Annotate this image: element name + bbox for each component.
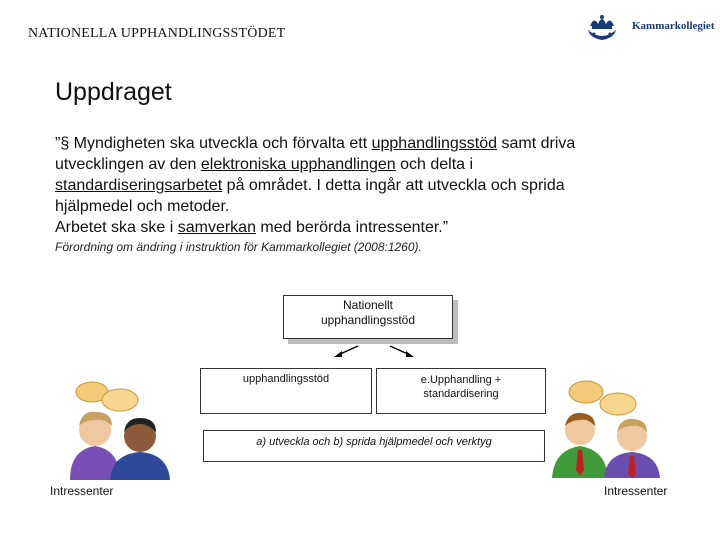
main-box-line1: Nationellt xyxy=(342,298,394,312)
quote-text: samt driva utvecklingen av den xyxy=(55,135,576,173)
quote-text: Arbetet ska ske i xyxy=(55,219,178,236)
quote-text: med berörda intressenter.” xyxy=(255,219,449,236)
bottom-box: a) utveckla och b) sprida hjälpmedel och verktyg xyxy=(203,430,545,462)
quote-text: och delta i xyxy=(395,156,474,173)
mandate-quote xyxy=(55,133,615,238)
quote-underlined: elektroniska upphandlingen xyxy=(200,156,396,173)
header-title: NATIONELLA UPPHANDLINGSSTÖDET xyxy=(28,26,286,41)
left-box: upphandlingsstöd xyxy=(200,368,372,414)
arrow-right-icon xyxy=(386,343,418,359)
source-citation: Förordning om ändring i instruktion för Kammarkollegiet (2008:1260). xyxy=(55,240,422,254)
quote-text: ”§ Myndigheten ska utveckla och förvalta ett xyxy=(55,135,372,152)
left-stakeholder-label: Intressenter xyxy=(50,484,114,498)
people-left-icon xyxy=(60,380,180,485)
quote-underlined: standardiseringsarbetet xyxy=(55,177,223,194)
quote-underlined: upphandlingsstöd xyxy=(371,135,498,152)
right-box-line1: e.Upphandling + xyxy=(420,374,502,386)
slide-title: Uppdraget xyxy=(55,78,172,106)
main-box xyxy=(283,295,453,339)
right-box xyxy=(376,368,546,414)
right-stakeholder-label: Intressenter xyxy=(604,484,668,498)
right-box-line2: standardisering xyxy=(423,388,499,400)
people-right-icon xyxy=(548,378,668,483)
logo-text: Kammarkollegiet xyxy=(632,20,715,32)
quote-underlined: samverkan xyxy=(177,219,256,236)
arrow-left-icon xyxy=(330,343,362,359)
quote-text: på området. I detta ingår att utveckla och sprida hjälpmedel och metoder. xyxy=(55,177,565,215)
main-box-line2: upphandlingsstöd xyxy=(320,313,416,327)
